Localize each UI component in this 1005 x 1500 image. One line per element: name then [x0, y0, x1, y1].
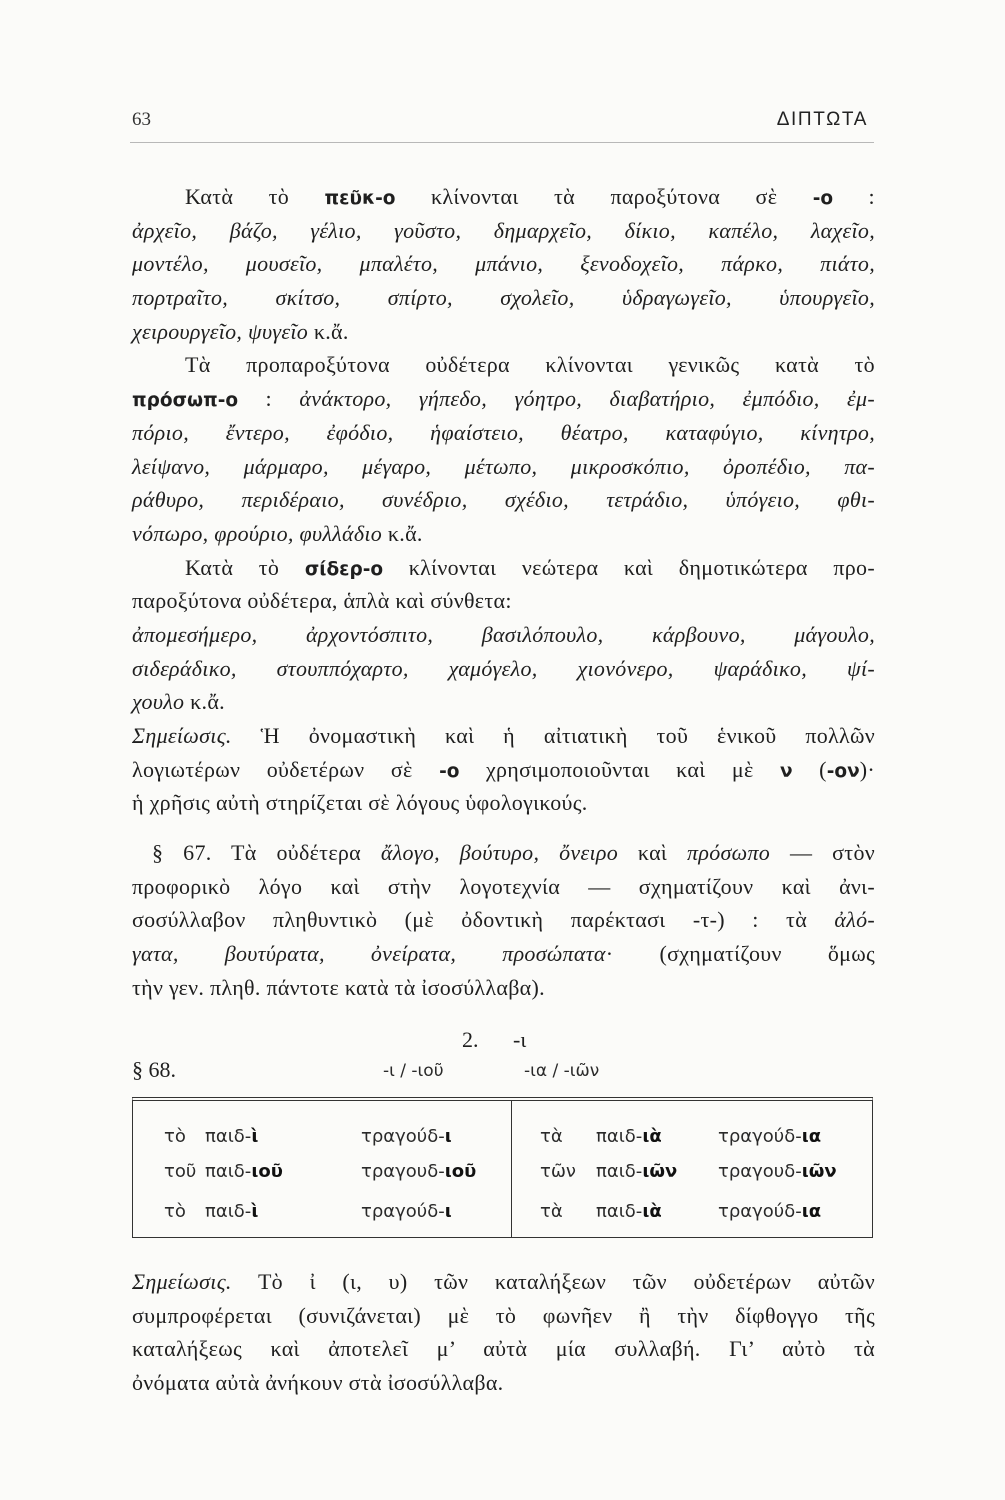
- note-label: Σημείωσις.: [132, 723, 232, 748]
- text-line: [132, 483, 875, 517]
- text-run: Ἡ ὀνομαστικὴ καὶ ἡ αἰτιατικὴ τοῦ ἑνικοῦ πολλῶν: [231, 723, 875, 748]
- text-run: καὶ: [618, 840, 688, 865]
- text-line: [132, 652, 875, 686]
- sg-noun-paidi: [205, 1122, 258, 1152]
- text-run: ἡ χρῆσις αὐτὴ στηρίζεται σὲ λόγους ὑφολογικούς.: [132, 790, 588, 816]
- text-line: [132, 971, 875, 1005]
- text-run: :: [238, 386, 300, 412]
- italic-run: πορτραῖτο, σκίτσο, σπίρτο, σχολεῖο, ὑδραγωγεῖο, ὑπουργεῖο,: [132, 285, 875, 311]
- text-run: )·: [859, 756, 875, 782]
- sg-article: τὸ: [164, 1201, 186, 1222]
- text-run: κ.ἄ.: [382, 520, 423, 546]
- text-run: χρησιμοποιοῦνται καὶ μὲ: [459, 756, 781, 782]
- text-line: [132, 1299, 875, 1333]
- subsection-ending: -ι: [513, 1027, 527, 1052]
- stem: τραγούδ-: [361, 1201, 445, 1222]
- ending: ὶ: [251, 1201, 259, 1222]
- pl-noun-tragoudi: [718, 1197, 821, 1227]
- note-block: [132, 1265, 875, 1400]
- text-line: [132, 903, 875, 937]
- text-run: λογιωτέρων οὐδετέρων σὲ: [132, 756, 440, 782]
- ending: ι: [444, 1201, 452, 1222]
- text-line: [132, 584, 875, 618]
- text-run: Κατὰ τὸ: [185, 184, 325, 209]
- text-line: [132, 786, 875, 820]
- ending: ὶ: [251, 1126, 259, 1147]
- page-number: 63: [132, 109, 151, 130]
- sg-noun-tragoudi: [361, 1197, 452, 1227]
- text-line: [132, 1332, 875, 1366]
- sg-noun-paidi: [205, 1157, 283, 1187]
- table-row: [133, 1197, 872, 1227]
- header-rule: [130, 142, 874, 143]
- italic-run: γατα, βουτύρατα, ὀνείρατα, προσώπατα: [132, 941, 606, 967]
- running-title: ΔΙΠΤΩΤΑ: [776, 109, 868, 130]
- pl-noun-paidi: [596, 1157, 677, 1187]
- stem: παιδ-: [205, 1126, 252, 1147]
- plural-endings-label: -ια / -ιῶν: [524, 1061, 600, 1081]
- bold-run: πρόσωπ-ο: [132, 390, 239, 412]
- text-line: [132, 937, 875, 971]
- italic-run: ἄλογο, βούτυρο, ὄνειρο: [380, 840, 619, 865]
- section-68-label: § 68.: [132, 1057, 176, 1082]
- stem: τραγουδ-: [361, 1161, 445, 1182]
- bold-run: ν: [780, 760, 793, 782]
- ending: ι: [444, 1126, 452, 1147]
- bold-run: -ο: [439, 760, 460, 782]
- text-run: παροξύτονα οὐδέτερα, ἁπλὰ καὶ σύνθετα:: [132, 588, 512, 614]
- stem: παιδ-: [596, 1126, 643, 1147]
- text-line: [132, 180, 875, 214]
- italic-run: ἀρχεῖο, βάζο, γέλιο, γοῦστο, δημαρχεῖο, δίκιο, καπέλο, λαχεῖο,: [132, 217, 875, 243]
- sg-article: τὸ: [164, 1126, 186, 1147]
- text-line: [132, 870, 875, 904]
- text-run: κ.ἄ.: [184, 689, 225, 715]
- text-run: (: [792, 756, 827, 782]
- declension-table: [132, 1097, 873, 1238]
- text-line: [132, 348, 875, 382]
- text-line: [132, 685, 875, 719]
- pl-noun-paidi: [596, 1122, 662, 1152]
- bold-run: -ο: [812, 188, 834, 209]
- ending: ιὰ: [642, 1126, 662, 1147]
- italic-run: ἀνάκτορο, γήπεδο, γόητρο, διαβατήριο, ἐμπόδιο, ἐμ-: [299, 386, 875, 412]
- bold-run: πεῦκ-ο: [324, 188, 396, 209]
- ending: ια: [801, 1126, 822, 1147]
- text-run: καταλήξεως καὶ ἀποτελεῖ μ’ αὐτὰ μία συλλαβή. Γι’ αὐτὸ τὰ: [132, 1336, 875, 1362]
- text-line: [132, 214, 875, 248]
- bold-run: σίδερ-ο: [304, 558, 384, 580]
- stem: τραγούδ-: [718, 1126, 802, 1147]
- note-label: Σημείωσις.: [132, 1269, 232, 1294]
- sg-noun-paidi: [205, 1197, 258, 1227]
- text-line: [132, 836, 875, 870]
- text-line: [132, 247, 875, 281]
- ending: ιοῦ: [251, 1161, 283, 1182]
- text-line: [132, 450, 875, 484]
- pl-article: τὰ: [540, 1126, 563, 1147]
- stem: τραγουδ-: [718, 1161, 802, 1182]
- section-67-block: [132, 836, 875, 1004]
- italic-run: μοντέλο, μουσεῖο, μπαλέτο, μπάνιο, ξενοδοχεῖο, πάρκο, πιάτο,: [132, 251, 875, 277]
- text-run: § 67. Τὰ οὐδέτερα: [152, 840, 381, 865]
- pl-article: τὰ: [540, 1201, 563, 1222]
- text-run: σοσύλλαβον πληθυντικὸ (μὲ ὀδοντικὴ παρέκτασι -τ-) : τὰ: [132, 907, 835, 933]
- italic-run: ἀπομεσήμερο, ἀρχοντόσπιτο, βασιλόπουλο, κάρβουνο, μάγουλο,: [132, 621, 875, 647]
- body-text-block: [132, 180, 875, 820]
- sg-noun-tragoudi: [361, 1122, 452, 1152]
- pl-noun-tragoudi: [718, 1157, 837, 1187]
- stem: τραγούδ-: [718, 1201, 802, 1222]
- stem: τραγούδ-: [361, 1126, 445, 1147]
- sg-article: τοῦ: [164, 1161, 197, 1182]
- text-run: προφορικὸ λόγο καὶ στὴν λογοτεχνία — σχηματίζουν καὶ ἀνι-: [132, 873, 875, 899]
- singular-endings-label: -ι / -ιοῦ: [383, 1061, 444, 1081]
- stem: παιδ-: [596, 1201, 643, 1222]
- text-run: Κατὰ τὸ: [185, 554, 305, 580]
- stem: παιδ-: [205, 1161, 252, 1182]
- text-line: [132, 551, 875, 585]
- italic-run: ἀλό-: [834, 907, 875, 933]
- ending: ιῶν: [642, 1161, 678, 1182]
- text-run: Τὰ προπαροξύτονα οὐδέτερα κλίνονται γενικῶς κατὰ τὸ: [185, 352, 875, 378]
- ending: ια: [801, 1201, 822, 1222]
- italic-run: σιδεράδικο, στουππόχαρτο, χαμόγελο, χιονόνερο, ψαράδικο, ψί-: [132, 655, 875, 681]
- text-run: κ.ἄ.: [308, 318, 349, 344]
- ending: ιοῦ: [444, 1161, 477, 1182]
- text-line: [132, 1265, 875, 1299]
- text-run: · (σχηματίζουν ὅμως: [605, 941, 876, 967]
- ending: ιὰ: [642, 1201, 662, 1222]
- bold-run: -ον: [826, 760, 860, 782]
- italic-run: πρόσωπο: [687, 840, 771, 865]
- text-run: κλίνονται νεώτερα καὶ δημοτικώτερα προ-: [383, 554, 875, 580]
- italic-run: χουλο: [132, 689, 185, 715]
- text-line: [132, 618, 875, 652]
- text-run: ὀνόματα αὐτὰ ἀνήκουν στὰ ἰσοσύλλαβα.: [132, 1370, 504, 1396]
- text-run: συμπροφέρεται (συνιζάνεται) μὲ τὸ φωνῆεν ἢ τὴν δίφθογγο τῆς: [132, 1302, 875, 1328]
- text-run: — στὸν: [770, 840, 875, 865]
- text-run: κλίνονται τὰ παροξύτονα σὲ: [395, 184, 813, 209]
- stem: παιδ-: [205, 1201, 252, 1222]
- ending: ιῶν: [801, 1161, 837, 1182]
- text-line: [132, 719, 875, 753]
- text-run: :: [833, 184, 875, 209]
- text-line: [132, 416, 875, 450]
- text-line: [132, 315, 875, 349]
- text-run: Τὸ ἰ (ι, υ) τῶν καταλήξεων τῶν οὐδετέρων αὐτῶν: [231, 1269, 875, 1294]
- text-line: [132, 281, 875, 315]
- italic-run: λείψανο, μάρμαρο, μέγαρο, μέτωπο, μικροσκόπιο, ὀροπέδιο, πα-: [132, 453, 875, 479]
- italic-run: νόπωρο, φρούριο, φυλλάδιο: [132, 520, 383, 546]
- table-row: [133, 1157, 872, 1187]
- italic-run: ράθυρο, περιδέραιο, συνέδριο, σχέδιο, τετράδιο, ὑπόγειο, φθι-: [132, 487, 875, 513]
- stem: παιδ-: [596, 1161, 643, 1182]
- text-line: [132, 517, 875, 551]
- italic-run: πόριο, ἔντερο, ἐφόδιο, ἡφαίστειο, θέατρο, καταφύγιο, κίνητρο,: [132, 419, 875, 445]
- pl-noun-tragoudi: [718, 1122, 821, 1152]
- text-line: [132, 753, 875, 787]
- text-line: [132, 382, 875, 416]
- sg-noun-tragoudi: [361, 1157, 476, 1187]
- pl-noun-paidi: [596, 1197, 662, 1227]
- pl-article: τῶν: [540, 1161, 576, 1182]
- text-line: [132, 1366, 875, 1400]
- table-row: [133, 1122, 872, 1152]
- subsection-number: 2.: [462, 1027, 479, 1052]
- text-run: τὴν γεν. πληθ. πάντοτε κατὰ τὰ ἰσοσύλλαβα).: [132, 974, 545, 1000]
- italic-run: χειρουργεῖο, ψυγεῖο: [132, 318, 309, 344]
